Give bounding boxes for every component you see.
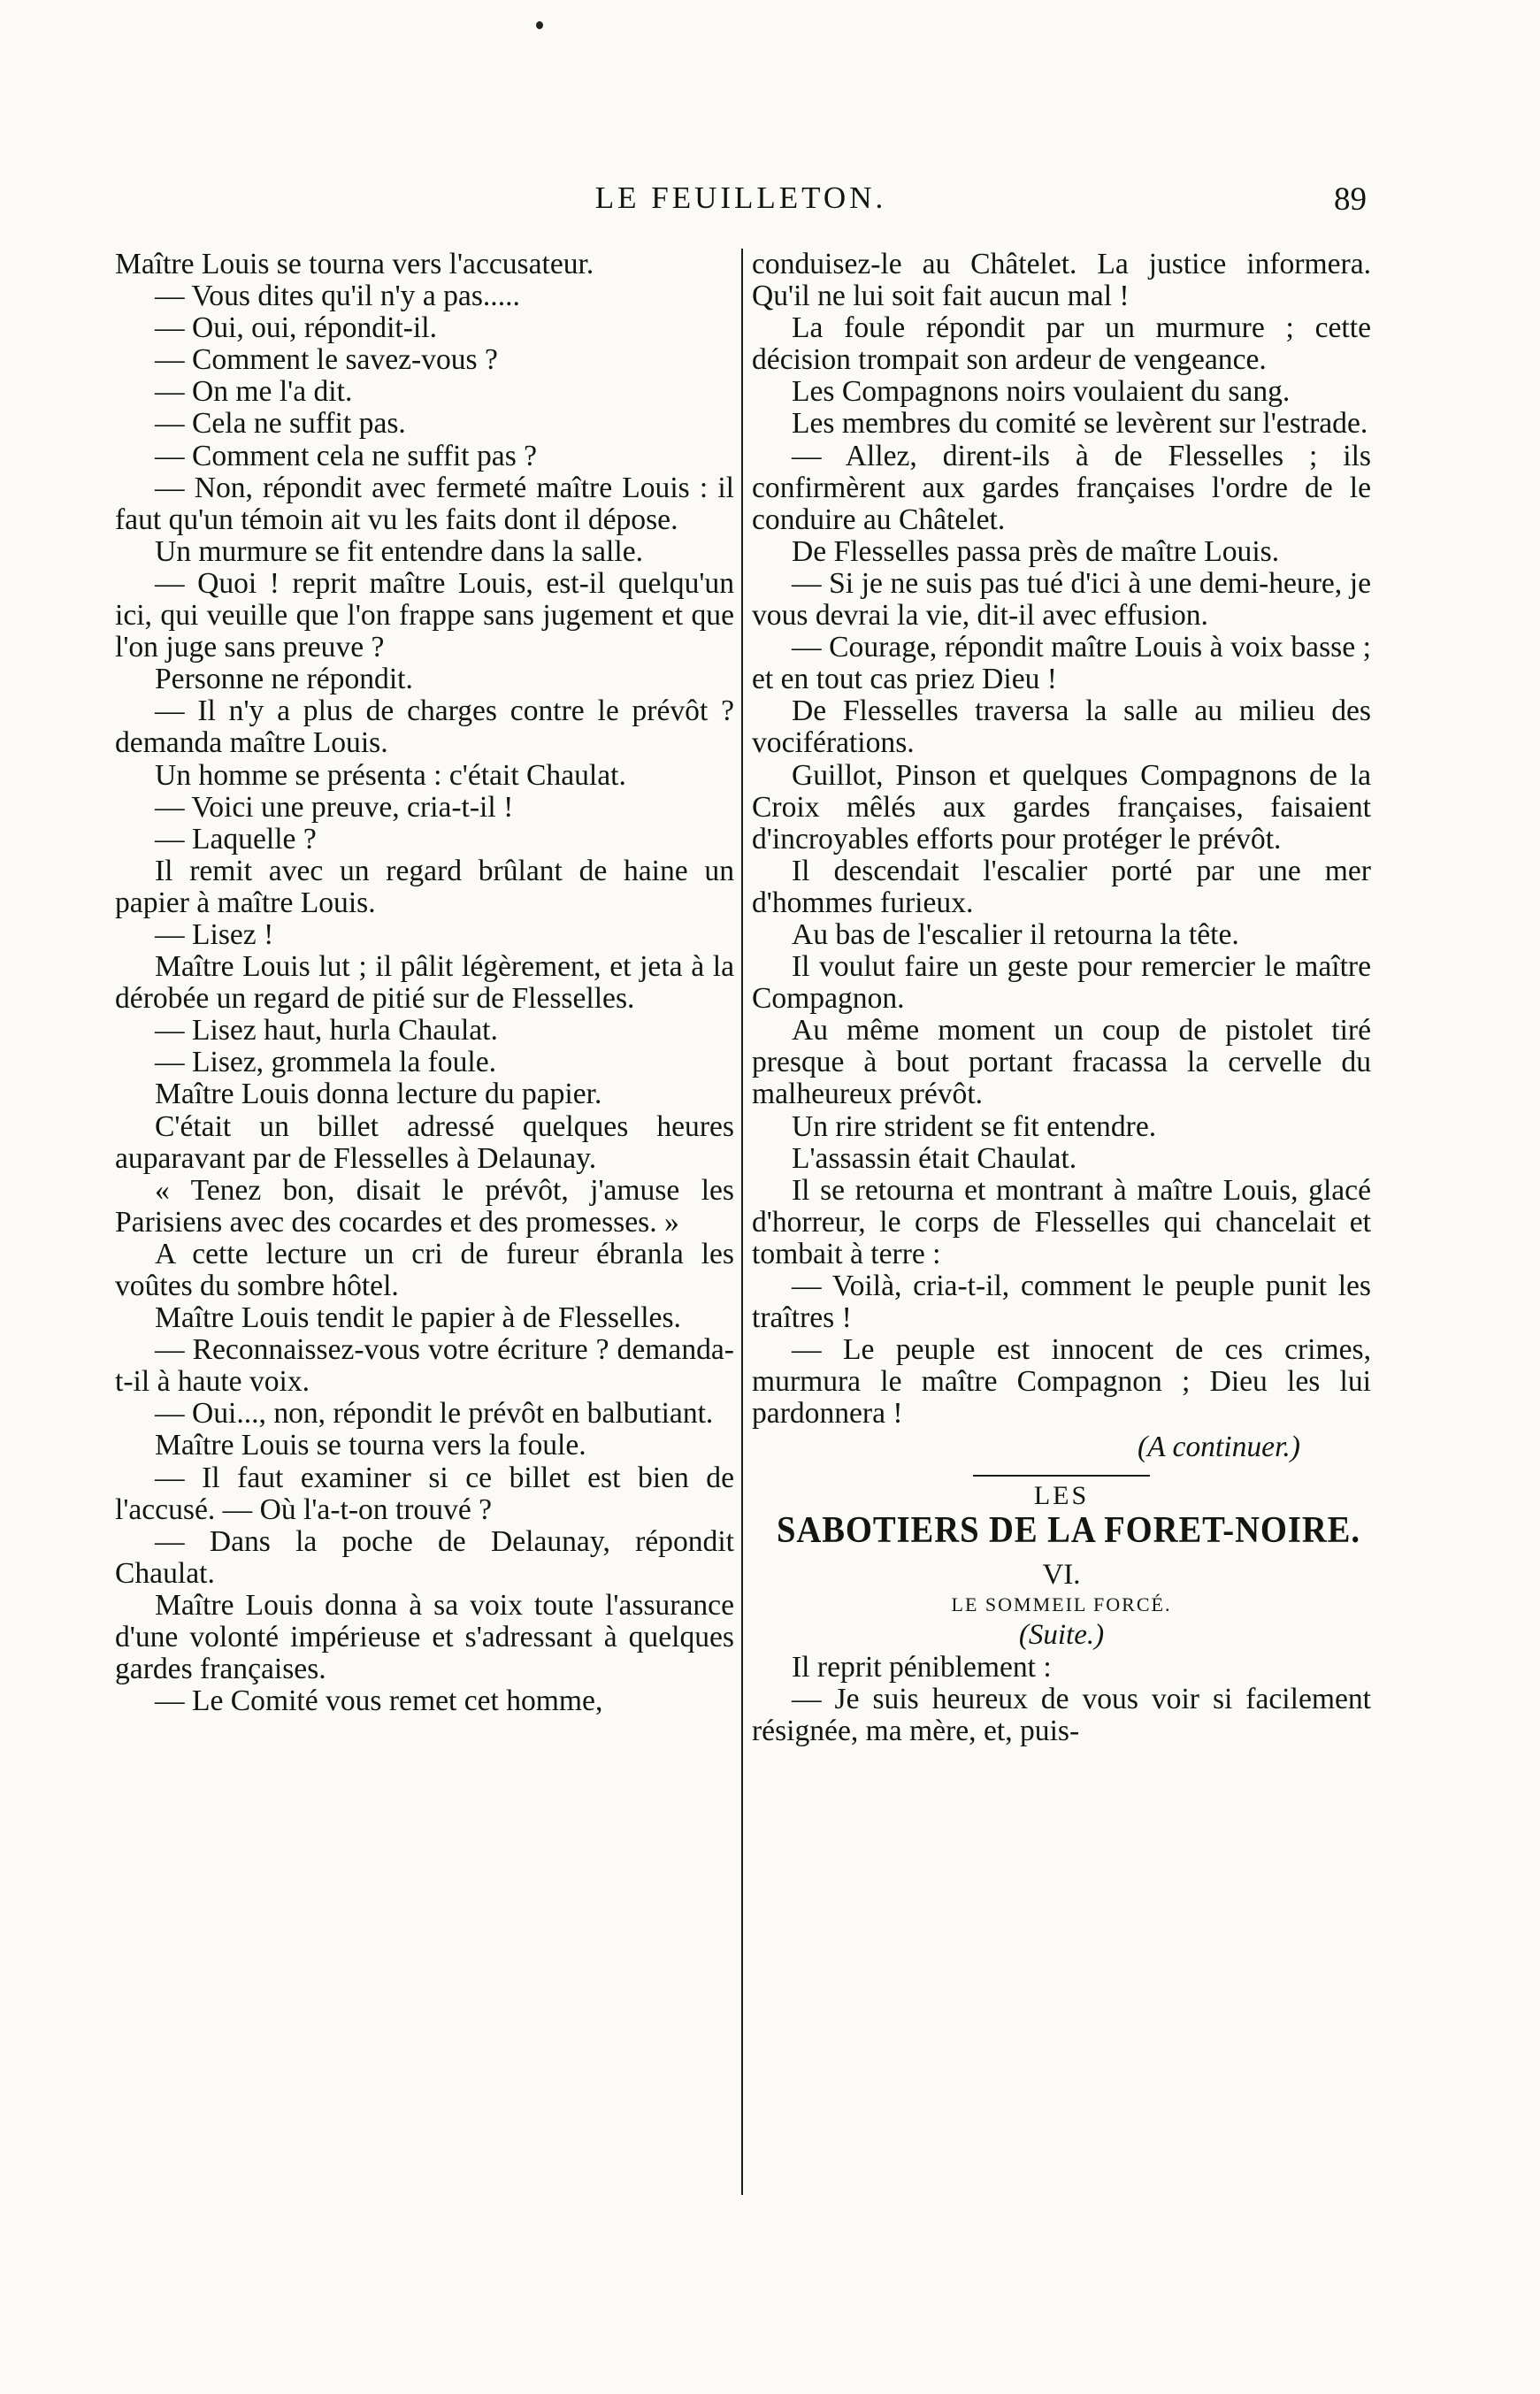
paragraph: Un rire strident se fit entendre.: [792, 1109, 1157, 1143]
paragraph: Il reprit péniblement :: [792, 1650, 1052, 1684]
paragraph: Maître Louis donna lecture du papier.: [155, 1078, 602, 1111]
paragraph: Maître Louis lut ; il pâlit légèrement, et jeta à la dérobée un regard de pitié sur de Flesselles.: [115, 950, 734, 1016]
section-rule: [973, 1475, 1150, 1477]
right-column: [752, 249, 1371, 2151]
paragraph: « Tenez bon, disait le prévôt, j'amuse les Parisiens avec des cocardes et des promesses. »: [115, 1173, 734, 1239]
paragraph: Il descendait l'escalier porté par une mer d'hommes furieux.: [752, 854, 1371, 919]
paragraph: — Le Comité vous remet cet homme,: [155, 1684, 603, 1718]
paragraph: — Non, répondit avec fermeté maître Louis : il faut qu'un témoin ait vu les faits dont il dépose.: [115, 471, 734, 536]
paragraph: — Oui..., non, répondit le prévôt en balbutiant.: [155, 1397, 714, 1431]
paragraph: — Courage, répondit maître Louis à voix basse ; et en tout cas priez Dieu !: [752, 631, 1371, 696]
paragraph: Les Compagnons noirs voulaient du sang.: [792, 375, 1291, 409]
paragraph: Au même moment un coup de pistolet tiré presque à bout portant fracassa la cervelle du malheureux prévôt.: [752, 1014, 1371, 1111]
paragraph: — Dans la poche de Delaunay, répondit Chaulat.: [115, 1524, 734, 1590]
paragraph: — Allez, dirent-ils à de Flesselles ; ils confirmèrent aux gardes françaises l'ordre de le conduire au Châtelet.: [752, 439, 1371, 536]
running-head: [115, 175, 1367, 228]
paragraph: — On me l'a dit.: [155, 375, 353, 409]
paragraph: — Voici une preuve, cria-t-il !: [155, 790, 514, 824]
paragraph: Il voulut faire un geste pour remercier le maître Compagnon.: [752, 950, 1371, 1016]
to-be-continued: (A continuer.): [1137, 1431, 1300, 1464]
page-number: 89: [1334, 181, 1367, 218]
paragraph: — Cela ne suffit pas.: [155, 407, 406, 441]
paragraph: Personne ne répondit.: [155, 663, 413, 696]
paragraph: — Comment cela ne suffit pas ?: [155, 439, 538, 472]
paragraph: C'était un billet adressé quelques heures auparavant par de Flesselles à Delaunay.: [115, 1109, 734, 1175]
paragraph: conduisez-le au Châtelet. La justice informera. Qu'il ne lui soit fait aucun mal !: [752, 249, 1371, 313]
paragraph: Maître Louis se tourna vers la foule.: [155, 1429, 586, 1462]
paragraph: — Vous dites qu'il n'y a pas.....: [155, 280, 520, 313]
paragraph: Un homme se présenta : c'était Chaulat.: [155, 758, 626, 792]
paragraph: — Lisez haut, hurla Chaulat.: [155, 1014, 498, 1047]
paragraph: — Laquelle ?: [155, 822, 317, 856]
paragraph: De Flesselles traversa la salle au milieu des vociférations.: [752, 694, 1371, 760]
paragraph: Maître Louis se tourna vers l'accusateur.: [115, 249, 594, 280]
section-label: LES: [1033, 1480, 1090, 1510]
left-column: [115, 249, 734, 2151]
ink-speck: [536, 21, 543, 29]
paragraph: — Il faut examiner si ce billet est bien de l'accusé. — Où l'a-t-on trouvé ?: [115, 1461, 734, 1526]
paragraph: Maître Louis donna à sa voix toute l'assurance d'une volonté impérieuse et s'adressant à quelques gardes françaises.: [115, 1588, 734, 1686]
column-divider: [741, 249, 743, 2195]
paragraph: Guillot, Pinson et quelques Compagnons de la Croix mêlés aux gardes françaises, faisaient d'incroyables efforts pour protéger le prévôt.: [752, 758, 1371, 856]
paragraph: — Comment le savez-vous ?: [155, 343, 498, 377]
paragraph: Un murmure se fit entendre dans la salle.: [155, 534, 643, 568]
paragraph: — Quoi ! reprit maître Louis, est-il quelqu'un ici, qui veuille que l'on frappe sans jugement et que l'on juge sans preuve ?: [115, 566, 734, 664]
chapter-subtitle: LE SOMMEIL FORCÉ.: [951, 1592, 1172, 1615]
paragraph: — Le peuple est innocent de ces crimes, murmura le maître Compagnon ; Dieu les lui pardonnera !: [752, 1333, 1371, 1431]
paragraph: Maître Louis tendit le papier à de Flesselles.: [155, 1301, 681, 1335]
paragraph: — Si je ne suis pas tué d'ici à une demi-heure, je vous devrai la vie, dit-il avec effusion.: [752, 566, 1371, 633]
paragraph: De Flesselles passa près de maître Louis.: [792, 534, 1280, 568]
section-title: SABOTIERS DE LA FORET-NOIRE.: [777, 1509, 1360, 1551]
paragraph: La foule répondit par un murmure ; cette décision trompait son ardeur de vengeance.: [752, 311, 1371, 377]
paragraph: — Lisez !: [155, 917, 274, 951]
paragraph: A cette lecture un cri de fureur ébranla les voûtes du sombre hôtel.: [115, 1237, 734, 1302]
paragraph: — Je suis heureux de vous voir si facilement résignée, ma mère, et, puis-: [752, 1682, 1371, 1747]
paragraph: — Voilà, cria-t-il, comment le peuple punit les traîtres !: [752, 1270, 1371, 1335]
suite-label: (Suite.): [1018, 1618, 1105, 1651]
paragraph: L'assassin était Chaulat.: [792, 1141, 1077, 1175]
paragraph: — Lisez, grommela la foule.: [155, 1046, 497, 1079]
paragraph: Les membres du comité se levèrent sur l'estrade.: [792, 407, 1368, 441]
paragraph: — Reconnaissez-vous votre écriture ? demanda-t-il à haute voix.: [115, 1333, 734, 1399]
paragraph: Il se retourna et montrant à maître Louis, glacé d'horreur, le corps de Flesselles qui chancelait et tombait à terre :: [752, 1173, 1371, 1270]
paragraph: Il remit avec un regard brûlant de haine un papier à maître Louis.: [115, 854, 734, 919]
page-title: LE FEUILLETON.: [594, 180, 887, 215]
paragraph: — Il n'y a plus de charges contre le prévôt ? demanda maître Louis.: [115, 694, 734, 760]
paragraph: — Oui, oui, répondit-il.: [155, 311, 437, 345]
chapter-number: VI.: [1042, 1558, 1081, 1591]
paragraph: Au bas de l'escalier il retourna la tête.: [792, 917, 1239, 951]
